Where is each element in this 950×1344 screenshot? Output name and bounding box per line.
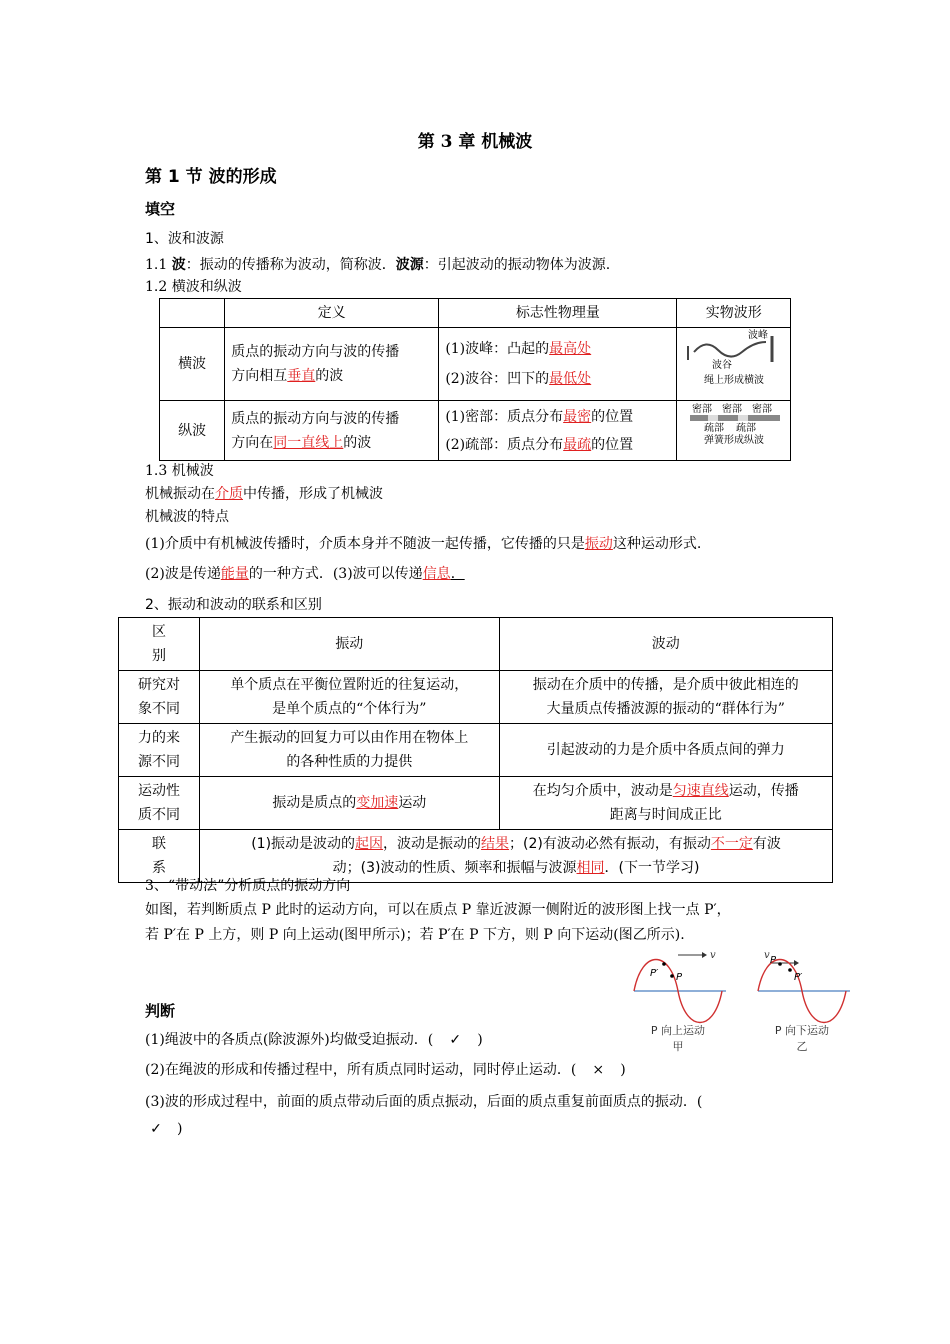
answer: 起因 <box>355 836 384 852</box>
arrow-head <box>794 960 799 966</box>
answer: 相同 <box>576 860 605 876</box>
section1-heading: 1、波和波源 <box>145 231 224 247</box>
cell: 引起波动的力是介质中各质点间的弹力 <box>499 724 832 777</box>
answer: 介质 <box>215 486 243 502</box>
transverse-caption: 绳上形成横波 <box>703 375 764 386</box>
header-diff <box>119 618 200 671</box>
cross-mark: × <box>592 1062 605 1078</box>
text: 有波 <box>752 836 781 852</box>
spring-coil <box>690 415 780 421</box>
text: 系 <box>152 860 167 876</box>
answer: 最密 <box>563 408 592 425</box>
text: ．(下一节学习) <box>604 860 700 876</box>
text: (2)波谷：凹下的 <box>445 371 550 387</box>
text: 单个质点在平衡位置附近的往复运动， <box>230 677 469 693</box>
text: 中传播，形成了机械波 <box>243 486 383 502</box>
row-name-transverse: 横波 <box>160 328 225 401</box>
header-vibration: 振动 <box>200 618 499 671</box>
text: (1)波峰：凸起的 <box>445 341 550 357</box>
longitudinal-caption: 弹簧形成纵波 <box>703 434 764 446</box>
caption-up: P 向上运动 <box>650 1024 706 1037</box>
text: 大量质点传播波源的振动的“群体行为” <box>546 701 785 717</box>
figure-jia <box>632 946 728 1056</box>
text: (1)密部：质点分布 <box>445 408 564 425</box>
answer: 能量 <box>220 566 249 582</box>
answer: 信息 <box>422 566 451 582</box>
answer: 不一定 <box>710 836 753 852</box>
text: 力的来 <box>138 730 181 746</box>
sparse-label-1: 疏部 <box>703 422 724 434</box>
text: (1)介质中有机械波传播时，介质本身并不随波一起传播，它传播的只是 <box>145 536 585 552</box>
text: 方向在 <box>231 434 274 451</box>
text: (2)疏部：质点分布 <box>445 436 564 453</box>
header-quantity: 标志性物理量 <box>439 299 677 328</box>
dense-label-2: 密部 <box>721 403 742 415</box>
text: 是单个质点的“个体行为” <box>272 701 427 717</box>
longitudinal-wave-figure <box>684 402 784 452</box>
text: 动；(3)波动的性质、频率和振幅与波源 <box>332 860 577 876</box>
text: 研究对 <box>138 677 181 693</box>
line-wave-def <box>145 254 610 274</box>
text: 的位置 <box>591 436 634 453</box>
table-row <box>119 777 833 830</box>
rope-wave <box>694 342 766 357</box>
answer: 匀速直线 <box>672 783 729 799</box>
term-wave: 波 <box>171 257 186 273</box>
answer: 最高处 <box>549 341 592 357</box>
text: ：引起波动的振动物体为波源. <box>423 257 611 273</box>
text: 振动是质点的 <box>272 795 357 811</box>
text: ) <box>177 1121 183 1137</box>
text: ：振动的传播称为波动，简称波． <box>185 257 396 273</box>
crest-label: 波峰 <box>747 330 768 341</box>
text: 的位置 <box>591 408 634 425</box>
judge-item-3: (3)波的形成过程中，前面的质点带动后面的质点振动，后面的质点重复前面质点的振动．( <box>145 1094 703 1110</box>
transverse-wave-figure <box>684 328 784 392</box>
section-title: 第 1 节 波的形成 <box>145 167 277 187</box>
chapter-title: 第 3 章 机械波 <box>417 132 533 152</box>
text: 的各种性质的力提供 <box>286 754 413 770</box>
cell <box>499 671 832 724</box>
figure-yi <box>756 946 852 1056</box>
text: 联 <box>152 836 167 852</box>
cell <box>499 777 832 830</box>
point-p <box>778 962 782 966</box>
section2-heading: 2、振动和波动的联系和区别 <box>145 597 322 613</box>
velocity-label: v <box>764 950 770 961</box>
point-p <box>670 974 674 978</box>
answer: 变加速 <box>356 795 399 811</box>
line-features: 机械波的特点 <box>145 509 229 525</box>
text: 源不同 <box>138 754 181 770</box>
cell-definition <box>225 328 439 401</box>
arrow-head <box>702 952 707 958</box>
cell <box>200 777 499 830</box>
check-mark: ✓ <box>150 1121 162 1137</box>
label-p-prime: P′ <box>650 968 659 979</box>
judge-item-1 <box>145 1029 483 1049</box>
header-shape: 实物波形 <box>677 299 791 328</box>
section3-paragraph-1: 如图，若判断质点 P 此时的运动方向，可以在质点 P 靠近波源一侧附近的波形图上找一点 P′， <box>145 902 731 918</box>
cell-definition <box>225 401 439 461</box>
text: 质点的振动方向与波的传播 <box>231 344 400 360</box>
dense-label-3: 密部 <box>751 403 772 415</box>
text: 这种运动形式. <box>612 536 702 552</box>
line-mechanical-wave: 1.3 机械波 <box>145 463 214 479</box>
dense-label-1: 密部 <box>691 403 712 415</box>
text: 的波 <box>343 434 372 451</box>
cell-transverse-figure <box>677 328 791 401</box>
line-transverse-longitudinal: 1.2 横波和纵波 <box>145 279 242 295</box>
compare-table <box>118 617 833 883</box>
answer: 垂直 <box>287 368 316 384</box>
text: 别 <box>152 648 167 664</box>
text: ，波动是振动的 <box>383 836 482 852</box>
row-key <box>119 777 200 830</box>
label-p: P <box>770 955 777 966</box>
answer: 同一直线上 <box>273 434 344 451</box>
row-key <box>119 724 200 777</box>
table-header-row <box>160 299 791 328</box>
table-header-row <box>119 618 833 671</box>
text: ；(2)有波动必然有振动，有振动 <box>509 836 711 852</box>
line-medium <box>145 483 383 503</box>
judge-item-3-answer <box>145 1121 182 1137</box>
point-p-prime <box>662 962 666 966</box>
text: 质不同 <box>138 807 181 823</box>
text: 产生振动的回复力可以由作用在物体上 <box>230 730 469 746</box>
text: 运动，传播 <box>728 783 799 799</box>
text: 区 <box>152 624 167 640</box>
table-row <box>160 328 791 401</box>
label-p: P <box>676 972 683 983</box>
caption-jia: 甲 <box>672 1040 684 1053</box>
row-name-longitudinal: 纵波 <box>160 401 225 461</box>
velocity-label: v <box>710 950 716 961</box>
fill-title: 填空 <box>145 200 176 218</box>
text: ) <box>477 1032 483 1048</box>
text: 的一种方式．(3)波可以传递 <box>248 566 423 582</box>
text: 振动在介质中的传播，是介质中彼此相连的 <box>532 677 799 693</box>
label-p-prime: P′ <box>794 972 803 983</box>
text: 方向相互 <box>231 368 288 384</box>
text: (2)在绳波的形成和传播过程中，所有质点同时运动，同时停止运动．( <box>145 1062 577 1078</box>
judge-title: 判断 <box>145 1002 176 1020</box>
text: 机械振动在 <box>145 486 215 502</box>
spring-sparse-2 <box>738 415 748 421</box>
caption-down: P 向下运动 <box>774 1024 830 1037</box>
header-empty <box>160 299 225 328</box>
text: 1.1 <box>145 257 172 273</box>
point-p-prime <box>788 968 792 972</box>
table-row <box>160 401 791 461</box>
section3-paragraph-2: 若 P′在 P 上方，则 P 向上运动(图甲所示)；若 P′在 P 下方，则 P 向下运动(图乙所示). <box>145 927 685 943</box>
trough-label: 波谷 <box>711 360 732 371</box>
text: 在均匀介质中，波动是 <box>532 783 673 799</box>
answer: 结果 <box>481 836 510 852</box>
judge-item-2 <box>145 1059 626 1079</box>
wave-types-table <box>159 298 791 461</box>
table-row <box>119 724 833 777</box>
answer: 最低处 <box>549 371 592 387</box>
header-wave: 波动 <box>499 618 832 671</box>
cell <box>200 671 499 724</box>
header-definition: 定义 <box>225 299 439 328</box>
section3-heading: 3、“带动法”分析质点的振动方向 <box>145 878 351 894</box>
text: 距离与时间成正比 <box>609 807 722 823</box>
check-mark: ✓ <box>449 1032 462 1048</box>
spring-sparse-1 <box>708 415 718 421</box>
text: (2)波是传递 <box>145 566 221 582</box>
cell-longitudinal-figure <box>677 401 791 461</box>
cell <box>200 724 499 777</box>
sparse-label-2: 疏部 <box>735 422 756 434</box>
cell-quantity <box>439 328 677 401</box>
text: 质点的振动方向与波的传播 <box>231 410 400 427</box>
text: 象不同 <box>138 701 181 717</box>
line-feature-2 <box>145 563 465 583</box>
text: ． <box>450 566 465 582</box>
table-row <box>119 671 833 724</box>
text: 的波 <box>315 368 344 384</box>
row-key <box>119 671 200 724</box>
term-wave-source: 波源 <box>395 257 424 273</box>
text: 运动性 <box>138 783 181 799</box>
cell-quantity <box>439 401 677 461</box>
line-feature-1 <box>145 533 701 553</box>
answer: 振动 <box>584 536 613 552</box>
text: ) <box>620 1062 626 1078</box>
text: 运动 <box>398 795 427 811</box>
text: (1)绳波中的各质点(除波源外)均做受迫振动．( <box>145 1032 434 1048</box>
answer: 最疏 <box>563 436 592 453</box>
caption-yi: 乙 <box>796 1040 808 1053</box>
text: (1)振动是波动的 <box>251 836 356 852</box>
